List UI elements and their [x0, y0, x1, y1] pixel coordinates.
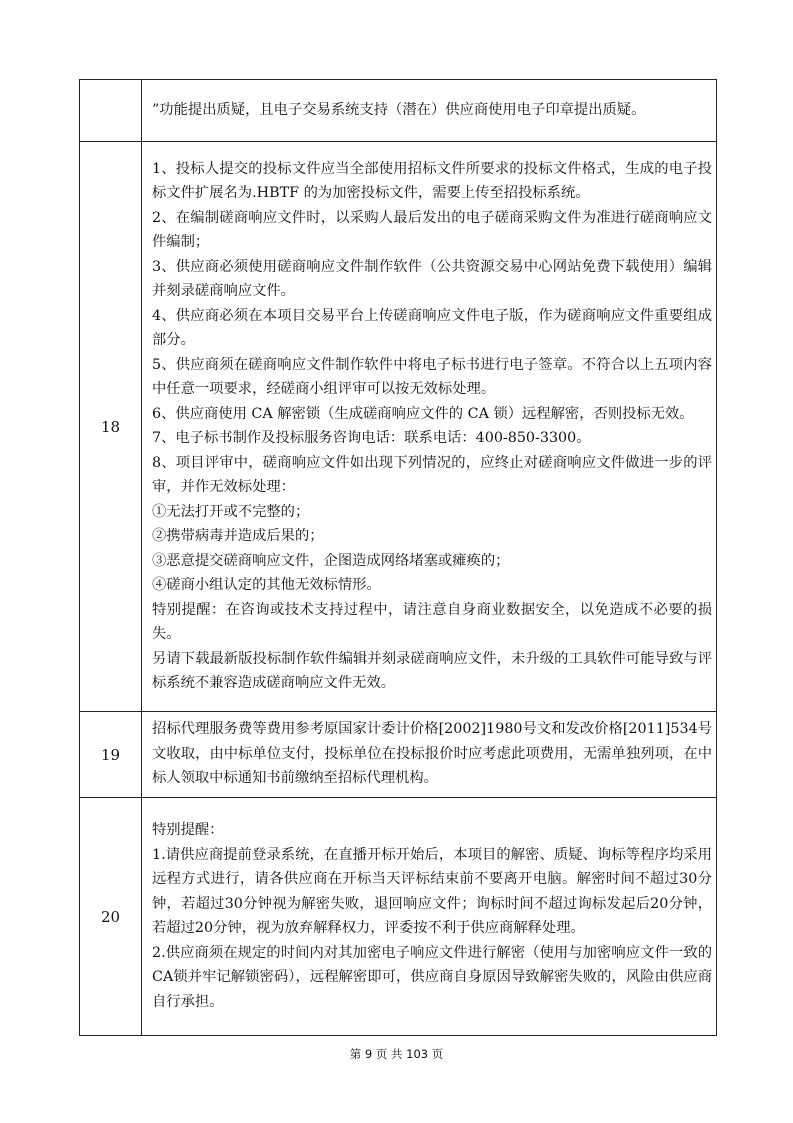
- paragraph: 7、电子标书制作及投标服务咨询电话：联系电话：400-850-3300。: [152, 430, 591, 446]
- paragraph: 1、投标人提交的投标文件应当全部使用招标文件所要求的投标文件格式，生成的电子投标文件扩展名为.HBTF 的为加密投标文件，需要上传至招投标系统。: [152, 160, 712, 201]
- row-content: [142, 712, 717, 798]
- table-row: [80, 80, 717, 142]
- row-content: [142, 142, 717, 712]
- row-number: 20: [80, 798, 142, 1036]
- paragraph: ①无法打开或不完整的；: [152, 503, 310, 520]
- table-row: [80, 142, 717, 712]
- paragraph: 5、供应商须在磋商响应文件制作软件中将电子标书进行电子签章。不符合以上五项内容中任意一项要求，经磋商小组评审可以按无效标处理。: [152, 356, 712, 397]
- paragraph: 6、供应商使用 CA 解密锁（生成磋商响应文件的 CA 锁）远程解密，否则投标无效。: [152, 405, 694, 422]
- paragraph: 另请下载最新版投标制作软件编辑并刻录磋商响应文件，未升级的工具软件可能导致与评标系统不兼容造成磋商响应文件无效。: [152, 650, 712, 691]
- paragraph: ”功能提出质疑，且电子交易系统支持（潜在）供应商使用电子印章提出质疑。: [152, 101, 646, 118]
- paragraph: ②携带病毒并造成后果的；: [152, 528, 324, 544]
- paragraph: 3、供应商必须使用磋商响应文件制作软件（公共资源交易中心网站免费下载使用）编辑并刻录磋商响应文件。: [152, 258, 712, 299]
- table-row: [80, 712, 717, 798]
- paragraph: 特别提醒：在咨询或技术支持过程中，请注意自身商业数据安全，以免造成不必要的损失。: [152, 601, 712, 642]
- row-number: 18: [80, 142, 142, 712]
- paragraph: 特别提醒：: [152, 822, 224, 838]
- paragraph: 2、在编制磋商响应文件时，以采购人最后发出的电子磋商采购文件为准进行磋商响应文件编制；: [152, 209, 712, 250]
- row-number: 19: [80, 712, 142, 798]
- paragraph: 2.供应商须在规定的时间内对其加密电子响应文件进行解密（使用与加密响应文件一致的CA锁并牢记解锁密码），远程解密即可，供应商自身原因导致解密失败的，风险由供应商自行承担。: [152, 944, 712, 1010]
- paragraph: 1.请供应商提前登录系统，在直播开标开始后，本项目的解密、质疑、询标等程序均采用远程方式进行，请各供应商在开标当天评标结束前不要离开电脑。解密时间不超过30分钟，若超过30分钟视为解密失败，退回响应文件；询标时间不超过询标发起后20分钟，若超过20分钟，视为放弃解释权力，评委按不利于供应商解释处理。: [152, 846, 712, 936]
- page-footer: 第 9 页 共 103 页: [349, 1047, 444, 1061]
- paragraph: ④磋商小组认定的其他无效标情形。: [152, 577, 381, 593]
- row-content: [142, 80, 717, 142]
- table-row: [80, 798, 717, 1036]
- paragraph: 招标代理服务费等费用参考原国家计委计价格[2002]1980号文和发改价格[2011]534号文收取，由中标单位支付，投标单位在投标报价时应考虑此项费用，无需单独列项，在中标人领取中标通知书前缴纳至招标代理机构。: [152, 721, 712, 787]
- paragraph: 8、项目评审中，磋商响应文件如出现下列情况的，应终止对磋商响应文件做进一步的评审，并作无效标处理：: [152, 454, 712, 495]
- row-content: [142, 798, 717, 1036]
- paragraph: ③恶意提交磋商响应文件，企图造成网络堵塞或瘫痪的；: [152, 552, 510, 569]
- row-number: [80, 80, 142, 142]
- requirements-table: [79, 79, 717, 1036]
- paragraph: 4、供应商必须在本项目交易平台上传磋商响应文件电子版，作为磋商响应文件重要组成部分。: [152, 307, 712, 348]
